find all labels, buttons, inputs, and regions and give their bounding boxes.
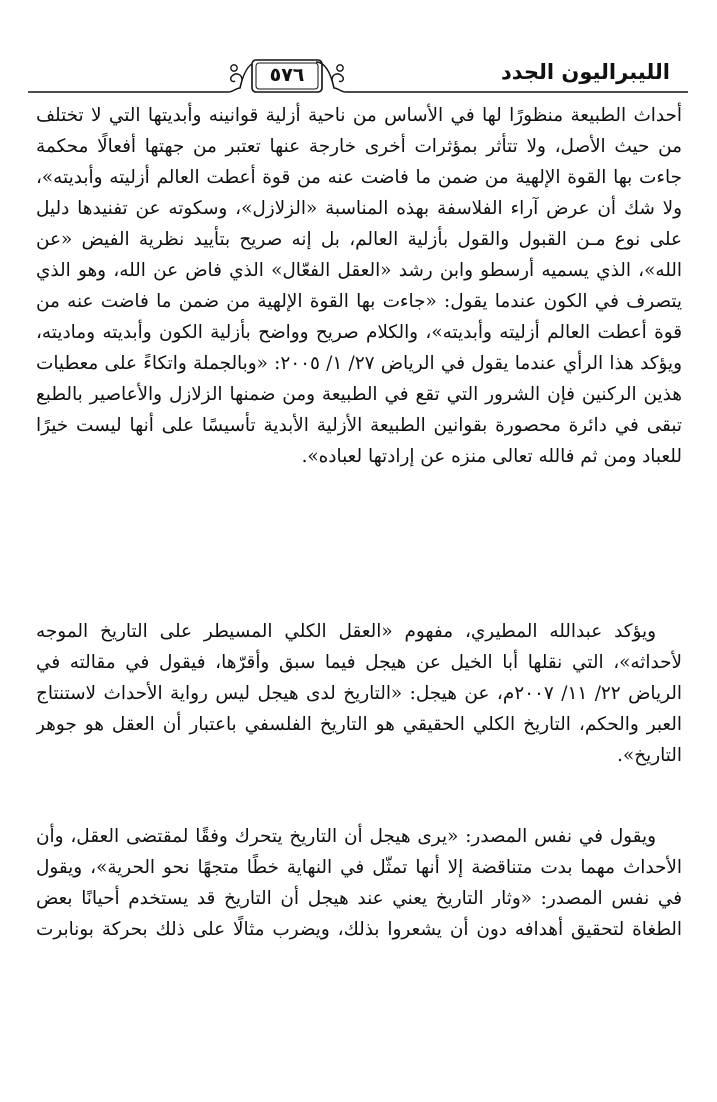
paragraph-3: ويقول في نفس المصدر: «يرى هيجل أن التاريخ يتحرك وفقًا لمقتضى العقل، وأن الأحداث مهما بدت متناقضة إلا أنها تمثّل في النهاية خطًا متجهًا نحو الحرية»، ويقول في نفس المصدر: «وثار التاريخ يعني عند هيجل أن التاريخ قد يستخدم أحيانًا بعض الطغاة لتحقيق أهدافه دون أن يشعروا بذلك، ويضرب مثالًا على ذلك بحركة بونابرت bbox=[36, 826, 682, 940]
page-number: ٥٧٦ bbox=[269, 64, 305, 86]
paragraph-2: ويؤكد عبدالله المطيري، مفهوم «العقل الكلي المسيطر على التاريخ الموجه لأحداثه»، التي نقلها أبا الخيل عن هيجل فيما سبق وأقرّها، فيقول في مقالته في الرياض ٢٢/ ١١/ ٢٠٠٧م، عن هيجل: «التاريخ لدى هيجل ليس رواية الأحداث لاستنتاج العبر والحكم، التاريخ الكلي الحقيقي هو التاريخ الفلسفي باعتبار أن العقل هو جوهر التاريخ». bbox=[36, 621, 682, 766]
paragraph-1: أحداث الطبيعة منظورًا لها في الأساس من ناحية أزلية قوانينه وأبديتها التي لا تختلف من حيث الأصل، ولا تتأثر بمؤثرات أخرى خارجة عنها تعتبر من جهتها أفعالًا محكمة جاءت بها القوة الإلهية من ضمن ما فاضت عنه من قوة أعطت العالم أزليته وأبديته»، ولا شك أن عرض آراء الفلاسفة بهذه المناسبة «الزلازل»، وسكوته عن تفنيدها دليل على نوع مـن القبول والقول بأزلية العالم، بل إنه صريح بتأييد نظرية الفيض «عن الله»، الذي يسميه أرسطو وابن رشد «العقل الفعّال» الذي فاض عن الله، وهو الذي يتصرف في الكون عندما يقول: «جاءت بها القوة الإلهية من ضمن ما فاضت عنه من قوة أعطت العالم أزليته وأبديته»، والكلام صريح وواضح بأزلية الكون وأبديته وماديته، ويؤكد هذا الرأي عندما يقول في الرياض ٢٧/ ١/ ٢٠٠٥: «وبالجملة واتكاءً على معطيات هذين الركنين فإن الشرور التي تقع في الطبيعة ومن ضمنها الزلازل والأعاصير بالطبع تبقى في دائرة محصورة بقوانين الطبيعة الأزلية الأبدية تأسيسًا على أنها ليست خيرًا للعباد ومن ثم فالله تعالى منزه عن إرادتها لعباده». bbox=[36, 105, 682, 467]
page-header bbox=[28, 58, 688, 98]
body-text bbox=[36, 100, 682, 976]
running-title: الليبراليون الجدد bbox=[500, 60, 670, 84]
